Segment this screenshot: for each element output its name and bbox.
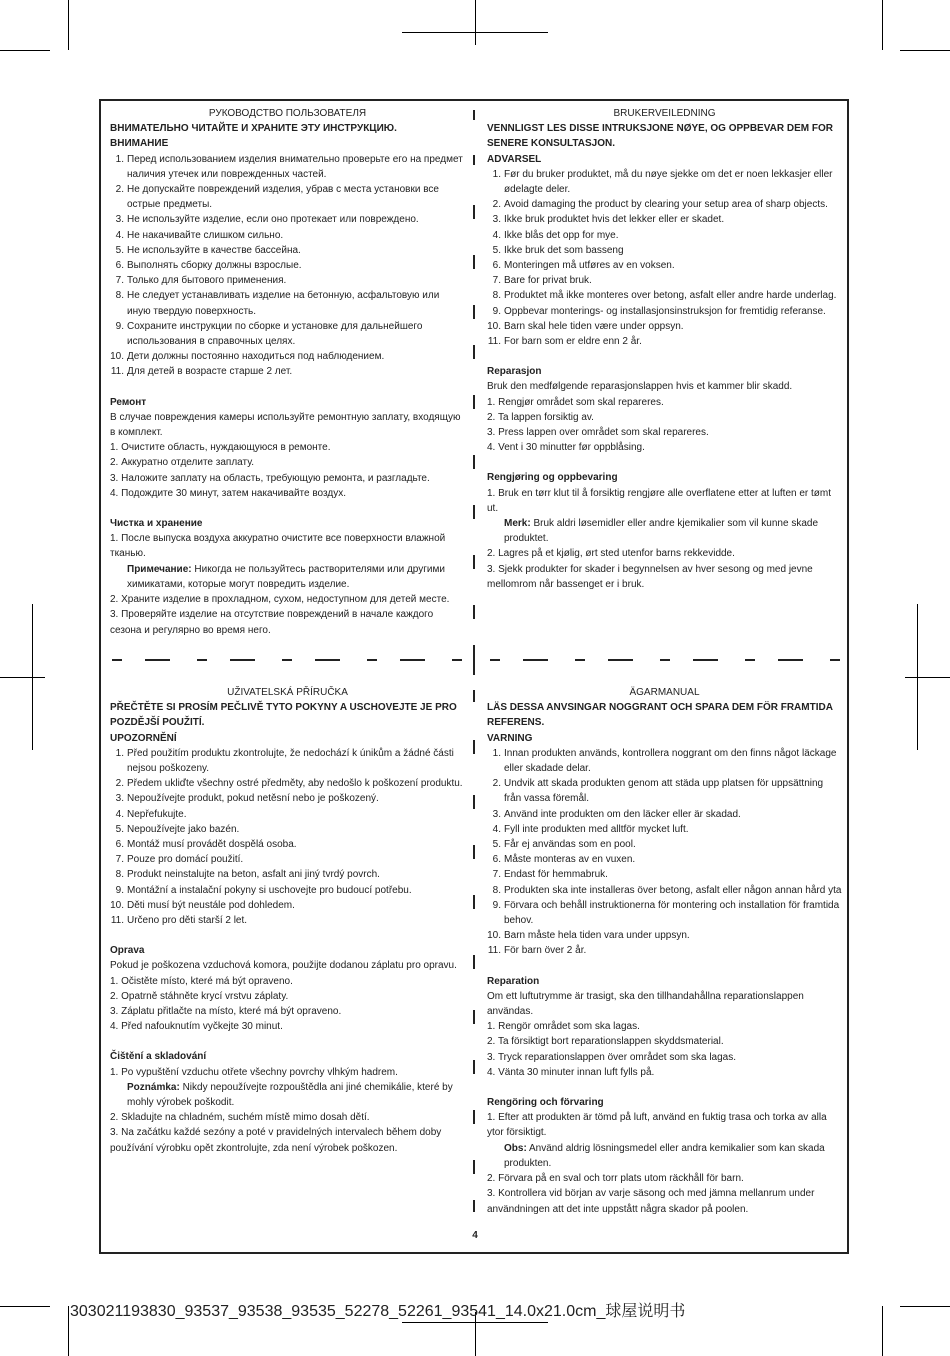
warning-heading: UPOZORNĚNÍ bbox=[110, 732, 177, 744]
section-swedish bbox=[487, 685, 842, 1217]
list-item: 4. Не накачивайте слишком сильно. bbox=[115, 229, 284, 241]
list-item: 2. Avoid damaging the product by clearing your setup area of sharp objects. bbox=[492, 199, 828, 211]
list-item: 4. Ikke blås det opp for mye. bbox=[492, 229, 619, 241]
list-item: 2. Не допускайте повреждений изделия, убрав с места установки все острые предметы. bbox=[115, 184, 439, 211]
crop-mark bbox=[0, 50, 50, 51]
cleaning-step: 2. Skladujte na chladném, suchém místě mimo dosah dětí. bbox=[110, 1112, 370, 1124]
list-item: 3. Nepoužívejte produkt, pokud netěsní nebo je poškozený. bbox=[115, 793, 379, 805]
list-item: 1. Før du bruker produktet, må du nøye sjekke om det er noen lekkasjer eller ødelagte deler. bbox=[492, 168, 833, 196]
section-russian bbox=[110, 106, 465, 638]
repair-step: 3. Tryck reparationslappen över området som ska lagas. bbox=[487, 1051, 737, 1063]
cleaning-step: 2. Lagres på et kjølig, ørt sted utenfor barns rekkevidde. bbox=[487, 548, 735, 560]
cleaning-note: Poznámka: Nikdy nepoužívejte rozpouštědla ani jiné chemikálie, které by mohly výrobek poškodit. bbox=[127, 1081, 453, 1109]
list-item: 4. Fyll inte produkten med alltför mycket luft. bbox=[492, 823, 689, 835]
cleaning-step: 1. После выпуска воздуха аккуратно очистите все поверхности влажной тканью. bbox=[110, 533, 446, 560]
cleaning-note: Merk: Bruk aldri løsemidler eller andre kjemikalier som vil kunne skade produktet. bbox=[504, 518, 819, 545]
section-czech bbox=[110, 685, 465, 1156]
list-item: 10. Barn skal hele tiden være under oppsyn. bbox=[487, 320, 684, 332]
list-item: 3. Använd inte produkten om den läcker eller är skadad. bbox=[492, 808, 741, 820]
repair-step: 3. Наложите заплату на область, требующую ремонта, и разгладьте. bbox=[110, 472, 430, 484]
list-item: 7. Endast för hemmabruk. bbox=[492, 869, 608, 881]
crop-mark bbox=[882, 1306, 883, 1356]
crop-mark bbox=[905, 677, 950, 678]
repair-title: Reparation bbox=[487, 975, 540, 987]
cleaning-title: Rengöring och förvaring bbox=[487, 1097, 604, 1109]
crop-mark bbox=[882, 0, 883, 50]
list-item: 5. Får ej användas som en pool. bbox=[492, 839, 636, 851]
crop-mark bbox=[68, 0, 69, 50]
cleaning-title: Čištění a skladování bbox=[110, 1051, 207, 1063]
list-item: 4. Nepřefukujte. bbox=[115, 808, 187, 820]
list-item: 8. Produkten ska inte installeras över betong, asfalt eller någon annan hård yta bbox=[492, 884, 842, 896]
cleaning-note: Obs: Använd aldrig lösningsmedel eller andra kemikalier som kan skada produkten. bbox=[504, 1142, 825, 1169]
list-item: 1. Innan produkten används, kontrollera noggrant om den finns något läckage eller skadade delar. bbox=[492, 747, 837, 775]
repair-step: 3. Press lappen over området som skal repareres. bbox=[487, 427, 709, 439]
repair-intro: Bruk den medfølgende reparasjonslappen hvis et kammer blir skadd. bbox=[487, 381, 793, 393]
repair-step: 1. Rengjør området som skal repareres. bbox=[487, 396, 664, 408]
list-item: 1. Před použitím produktu zkontrolujte, že nedochází k únikům a žádné části nejsou poškozeny. bbox=[115, 747, 454, 775]
list-item: 10. Дети должны постоянно находиться под наблюдением. bbox=[110, 351, 385, 363]
section-intro: PŘEČTĚTE SI PROSÍM PEČLIVĚ TYTO POKYNY A USCHOVEJTE JE PRO POZDĚJŠÍ POUŽITÍ. bbox=[110, 702, 457, 729]
list-item: 5. Ikke bruk det som basseng bbox=[492, 244, 624, 256]
crop-mark bbox=[68, 1306, 69, 1356]
list-item: 5. Не используйте в качестве бассейна. bbox=[115, 244, 301, 256]
crop-mark bbox=[0, 1306, 50, 1307]
crop-mark bbox=[32, 604, 33, 750]
cleaning-step: 3. Проверяйте изделие на отсутствие повреждений в начале каждого сезона и регулярно во время него. bbox=[110, 609, 434, 636]
repair-step: 2. Ta försiktigt bort reparationslappen skyddsmaterial. bbox=[487, 1036, 724, 1048]
list-item: 10. Barn måste hela tiden vara under uppsyn. bbox=[487, 930, 690, 942]
list-item: 11. Určeno pro děti starší 2 let. bbox=[110, 915, 248, 927]
section-intro: VENNLIGST LES DISSE INTRUKSJONE NØYE, OG OPPBEVAR DEM FOR SENERE KONSULTASJON. bbox=[487, 123, 833, 150]
list-item: 8. Не следует устанавливать изделие на бетонную, асфальтовую или иную твердую поверхность. bbox=[115, 290, 440, 317]
repair-step: 2. Opatrně stáhněte krycí vrstvu záplaty. bbox=[110, 990, 289, 1002]
list-item: 9. Förvara och behåll instruktionerna för montering och installation för framtida behov. bbox=[492, 899, 840, 927]
list-item: 3. Ikke bruk produktet hvis det lekker eller er skadet. bbox=[492, 214, 725, 226]
section-norwegian bbox=[487, 106, 842, 592]
crop-mark bbox=[917, 604, 918, 750]
crop-mark bbox=[900, 50, 950, 51]
cleaning-step: 1. Efter att produkten är tömd på luft, använd en fuktig trasa och torka av alla ytor försiktigt. bbox=[487, 1112, 827, 1139]
cleaning-step: 1. Bruk en tørr klut til å forsiktig rengjøre alle overflatene etter at luften er tømt ut. bbox=[487, 487, 832, 514]
crop-mark bbox=[900, 1306, 950, 1307]
repair-intro: В случае повреждения камеры используйте ремонтную заплату, входящую в комплект. bbox=[110, 411, 461, 439]
list-item: 11. För barn över 2 år. bbox=[487, 945, 587, 957]
repair-step: 4. Vänta 30 minuter innan luft fylls på. bbox=[487, 1066, 655, 1078]
list-item: 1. Перед использованием изделия внимательно проверьте его на предмет наличия утечек или поврежденных частей. bbox=[115, 153, 463, 180]
list-item: 10. Děti musí být neustále pod dohledem. bbox=[110, 899, 295, 911]
list-item: 11. Для детей в возрасте старше 2 лет. bbox=[110, 366, 293, 378]
repair-step: 4. Vent i 30 minutter før oppblåsing. bbox=[487, 442, 645, 454]
list-item: 9. Сохраните инструкции по сборке и установке для дальнейшего использования в справочных целях. bbox=[115, 320, 423, 348]
repair-intro: Pokud je poškozena vzduchová komora, použijte dodanou záplatu pro opravu. bbox=[110, 960, 457, 972]
warning-heading: VARNING bbox=[487, 732, 533, 744]
list-item: 5. Nepoužívejte jako bazén. bbox=[115, 823, 240, 835]
list-item: 7. Bare for privat bruk. bbox=[492, 275, 592, 287]
cleaning-step: 3. Na začátku každé sezóny a poté v pravidelných intervalech během doby používání výrobku opět zkontrolujte, zda není výrobek poškozen. bbox=[110, 1127, 442, 1154]
section-title: UŽIVATELSKÁ PŘÍRUČKA bbox=[227, 687, 348, 698]
list-item: 8. Produkt neinstalujte na beton, asfalt ani jiný tvrdý povrch. bbox=[115, 869, 380, 881]
cleaning-note: Примечание: Никогда не пользуйтесь растворителями или другими химикатами, которые могут повредить изделие. bbox=[127, 563, 445, 590]
repair-title: Reparasjon bbox=[487, 366, 542, 378]
cleaning-step: 1. Po vypuštění vzduchu otřete všechny povrchy vlhkým hadrem. bbox=[110, 1066, 398, 1078]
print-slug: 303021193830_93537_93538_93535_52278_52261_93541_14.0x21.0cm_球屋说明书 bbox=[70, 1303, 686, 1320]
list-item: 6. Monteringen må utføres av en voksen. bbox=[492, 260, 675, 272]
repair-title: Ремонт bbox=[110, 396, 147, 408]
list-item: 9. Oppbevar monterings- og installasjonsinstruksjon for fremtidig referanse. bbox=[492, 305, 826, 317]
section-title: BRUKERVEILEDNING bbox=[613, 108, 716, 119]
cleaning-step: 3. Sjekk produkter for skader i begynnelsen av hver sesong og med jevne mellomrom når bassenget er i bruk. bbox=[487, 563, 813, 590]
list-item: 3. Не используйте изделие, если оно протекает или повреждено. bbox=[115, 214, 419, 226]
repair-step: 2. Аккуратно отделите заплату. bbox=[110, 457, 254, 469]
list-item: 11. For barn som er eldre enn 2 år. bbox=[487, 336, 642, 348]
list-item: 2. Předem ukliďte všechny ostré předměty, aby nedošlo k poškození produktu. bbox=[115, 778, 463, 790]
section-title: ÄGARMANUAL bbox=[629, 687, 700, 698]
cleaning-step: 2. Förvara på en sval och torr plats utom räckhåll för barn. bbox=[487, 1173, 744, 1185]
page-number: 4 bbox=[472, 1230, 478, 1241]
cleaning-title: Rengjøring og oppbevaring bbox=[487, 472, 618, 484]
section-intro: LÄS DESSA ANVSINGAR NOGGRANT OCH SPARA DEM FÖR FRAMTIDA REFERENS. bbox=[487, 702, 833, 729]
list-item: 6. Montáž musí provádět dospělá osoba. bbox=[115, 839, 297, 851]
repair-intro: Om ett luftutrymme är trasigt, ska den tillhandahållna reparationslappen användas. bbox=[487, 990, 804, 1018]
repair-step: 4. Před nafouknutím vyčkejte 30 minut. bbox=[110, 1021, 283, 1033]
list-item: 9. Montážní a instalační pokyny si uschovejte pro budoucí potřebu. bbox=[115, 884, 412, 896]
section-title: РУКОВОДСТВО ПОЛЬЗОВАТЕЛЯ bbox=[208, 108, 367, 119]
crop-mark bbox=[475, 0, 476, 45]
repair-step: 2. Ta lappen forsiktig av. bbox=[487, 411, 594, 423]
list-item: 2. Undvik att skada produkten genom att städa upp platsen för uppsättning från vassa föremål. bbox=[492, 778, 824, 805]
list-item: 6. Выполнять сборку должны взрослые. bbox=[115, 260, 302, 272]
repair-step: 3. Záplatu přitlačte na místo, které má být opraveno. bbox=[110, 1006, 342, 1018]
section-intro: ВНИМАТЕЛЬНО ЧИТАЙТЕ И ХРАНИТЕ ЭТУ ИНСТРУКЦИЮ. bbox=[110, 123, 397, 135]
crop-mark bbox=[0, 677, 45, 678]
list-item: 7. Pouze pro domácí použití. bbox=[115, 854, 244, 866]
repair-title: Oprava bbox=[110, 945, 145, 957]
list-item: 7. Только для бытового применения. bbox=[115, 275, 287, 287]
warning-heading: ADVARSEL bbox=[487, 153, 542, 165]
repair-step: 1. Очистите область, нуждающуюся в ремонте. bbox=[110, 442, 331, 454]
list-item: 8. Produktet må ikke monteres over betong, asfalt eller andre harde underlag. bbox=[492, 290, 837, 302]
cleaning-step: 3. Kontrollera vid början av varje säsong och med jämna mellanrum under användningen att det inte uppstått några skador på poolen. bbox=[487, 1188, 815, 1215]
repair-step: 1. Očistěte místo, které má být opraveno. bbox=[110, 975, 293, 987]
warning-heading: ВНИМАНИЕ bbox=[110, 138, 169, 150]
cleaning-title: Чистка и хранение bbox=[110, 518, 203, 530]
list-item: 6. Måste monteras av en vuxen. bbox=[492, 854, 636, 866]
cleaning-step: 2. Храните изделие в прохладном, сухом, недоступном для детей месте. bbox=[110, 594, 450, 606]
repair-step: 1. Rengör området som ska lagas. bbox=[487, 1021, 640, 1033]
repair-step: 4. Подождите 30 минут, затем накачивайте воздух. bbox=[110, 487, 346, 499]
